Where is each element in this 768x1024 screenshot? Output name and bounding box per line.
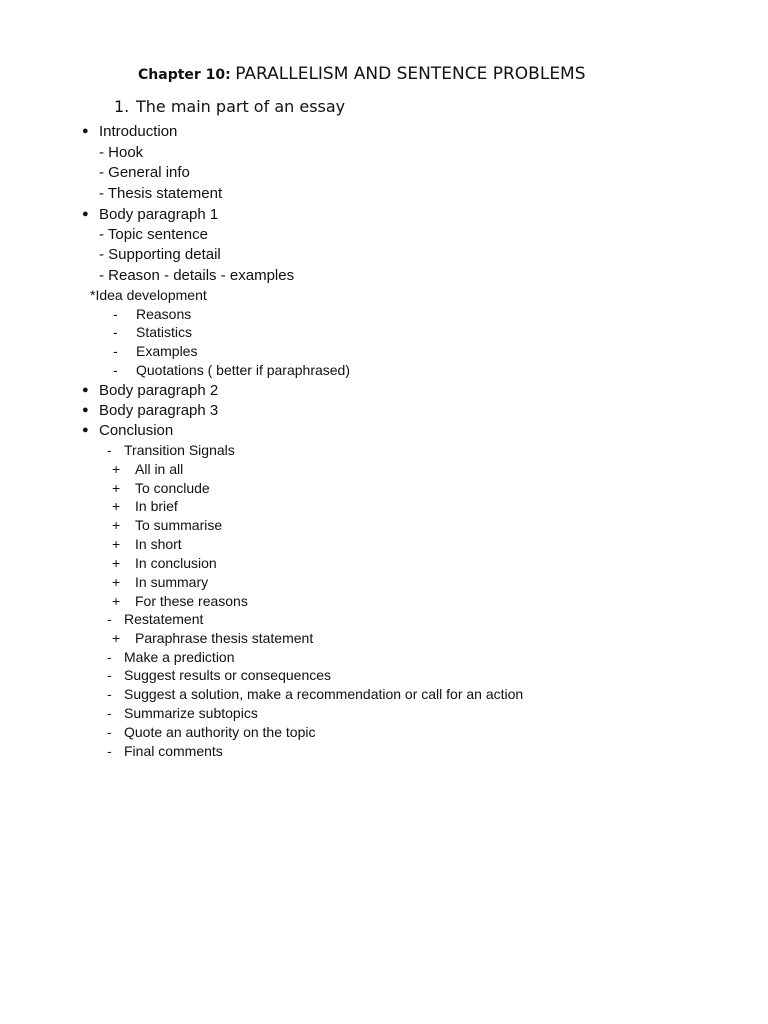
list-item: + For these reasons bbox=[112, 593, 248, 609]
item-text: The main part of an essay bbox=[136, 97, 346, 116]
bullet-marker: ● bbox=[82, 404, 89, 416]
idea-development-heading: *Idea development bbox=[90, 287, 207, 303]
dash-marker: - bbox=[107, 649, 112, 665]
list-item: - Quotations ( better if paraphrased) bbox=[113, 362, 351, 378]
list-item: - Suggest a solution, make a recommendation or call for an action bbox=[107, 686, 524, 702]
list-item: - Suggest results or consequences bbox=[107, 667, 332, 683]
list-item: - Supporting detail bbox=[99, 246, 221, 263]
plus-marker: + bbox=[112, 630, 121, 646]
list-item: - Thesis statement bbox=[99, 185, 223, 202]
dash-marker: - bbox=[107, 743, 112, 759]
plus-marker: + bbox=[112, 461, 121, 477]
list-item: + Paraphrase thesis statement bbox=[112, 630, 314, 646]
list-item: - Quote an authority on the topic bbox=[107, 724, 316, 740]
dash-marker: - bbox=[113, 324, 118, 340]
plus-marker: + bbox=[112, 593, 121, 609]
dash-marker: - bbox=[107, 724, 112, 740]
list-item: + All in all bbox=[112, 461, 184, 477]
plus-marker: + bbox=[112, 480, 121, 496]
list-item: - Statistics bbox=[113, 324, 193, 340]
plus-marker: + bbox=[112, 498, 121, 514]
list-item: - Make a prediction bbox=[107, 649, 235, 665]
bullet-body-paragraph-1 bbox=[82, 207, 218, 222]
bullet-label: Introduction bbox=[99, 123, 178, 140]
list-item: + In summary bbox=[112, 574, 209, 590]
plus-marker: + bbox=[112, 536, 121, 552]
bullet-marker: ● bbox=[82, 208, 89, 220]
chapter-title: PARALLELISM AND SENTENCE PROBLEMS bbox=[235, 64, 586, 84]
item-number: 1. bbox=[114, 97, 130, 116]
plus-marker: + bbox=[112, 574, 121, 590]
list-item: + To summarise bbox=[112, 517, 223, 533]
list-item: + In brief bbox=[112, 498, 178, 514]
dash-marker: - bbox=[113, 343, 118, 359]
bullet-conclusion bbox=[82, 423, 173, 438]
chapter-label: Chapter 10: bbox=[138, 67, 231, 83]
restatement-heading: - Restatement bbox=[107, 611, 204, 627]
bullet-label: Body paragraph 3 bbox=[99, 402, 219, 419]
numbered-item bbox=[114, 97, 345, 116]
page-title bbox=[138, 64, 586, 84]
bullet-label: Body paragraph 2 bbox=[99, 382, 219, 399]
bullet-marker: ● bbox=[82, 384, 89, 396]
list-item: - Summarize subtopics bbox=[107, 705, 258, 721]
bullet-label: Body paragraph 1 bbox=[99, 206, 219, 223]
bullet-introduction bbox=[82, 124, 177, 139]
bullet-marker: ● bbox=[82, 125, 89, 137]
list-item: - Final comments bbox=[107, 743, 223, 759]
bullet-label: Conclusion bbox=[99, 422, 174, 439]
bullet-body-paragraph-2 bbox=[82, 383, 218, 398]
bullet-marker: ● bbox=[82, 424, 89, 436]
dash-marker: - bbox=[113, 362, 118, 378]
dash-marker: - bbox=[113, 306, 118, 322]
dash-marker: - bbox=[107, 705, 112, 721]
list-item: - Reasons bbox=[113, 306, 192, 322]
dash-marker: - bbox=[107, 686, 112, 702]
bullet-body-paragraph-3 bbox=[82, 403, 218, 418]
list-item: - Examples bbox=[113, 343, 198, 359]
list-item: - Hook bbox=[99, 144, 144, 161]
transition-signals-heading: - Transition Signals bbox=[107, 442, 235, 458]
list-item: - Reason - details - examples bbox=[99, 267, 295, 284]
dash-marker: - bbox=[107, 667, 112, 683]
dash-marker: - bbox=[107, 611, 112, 627]
plus-marker: + bbox=[112, 555, 121, 571]
list-item: + To conclude bbox=[112, 480, 210, 496]
list-item: - General info bbox=[99, 164, 190, 181]
list-item: + In conclusion bbox=[112, 555, 217, 571]
plus-marker: + bbox=[112, 517, 121, 533]
list-item: - Topic sentence bbox=[99, 226, 208, 243]
dash-marker: - bbox=[107, 442, 112, 458]
list-item: + In short bbox=[112, 536, 182, 552]
